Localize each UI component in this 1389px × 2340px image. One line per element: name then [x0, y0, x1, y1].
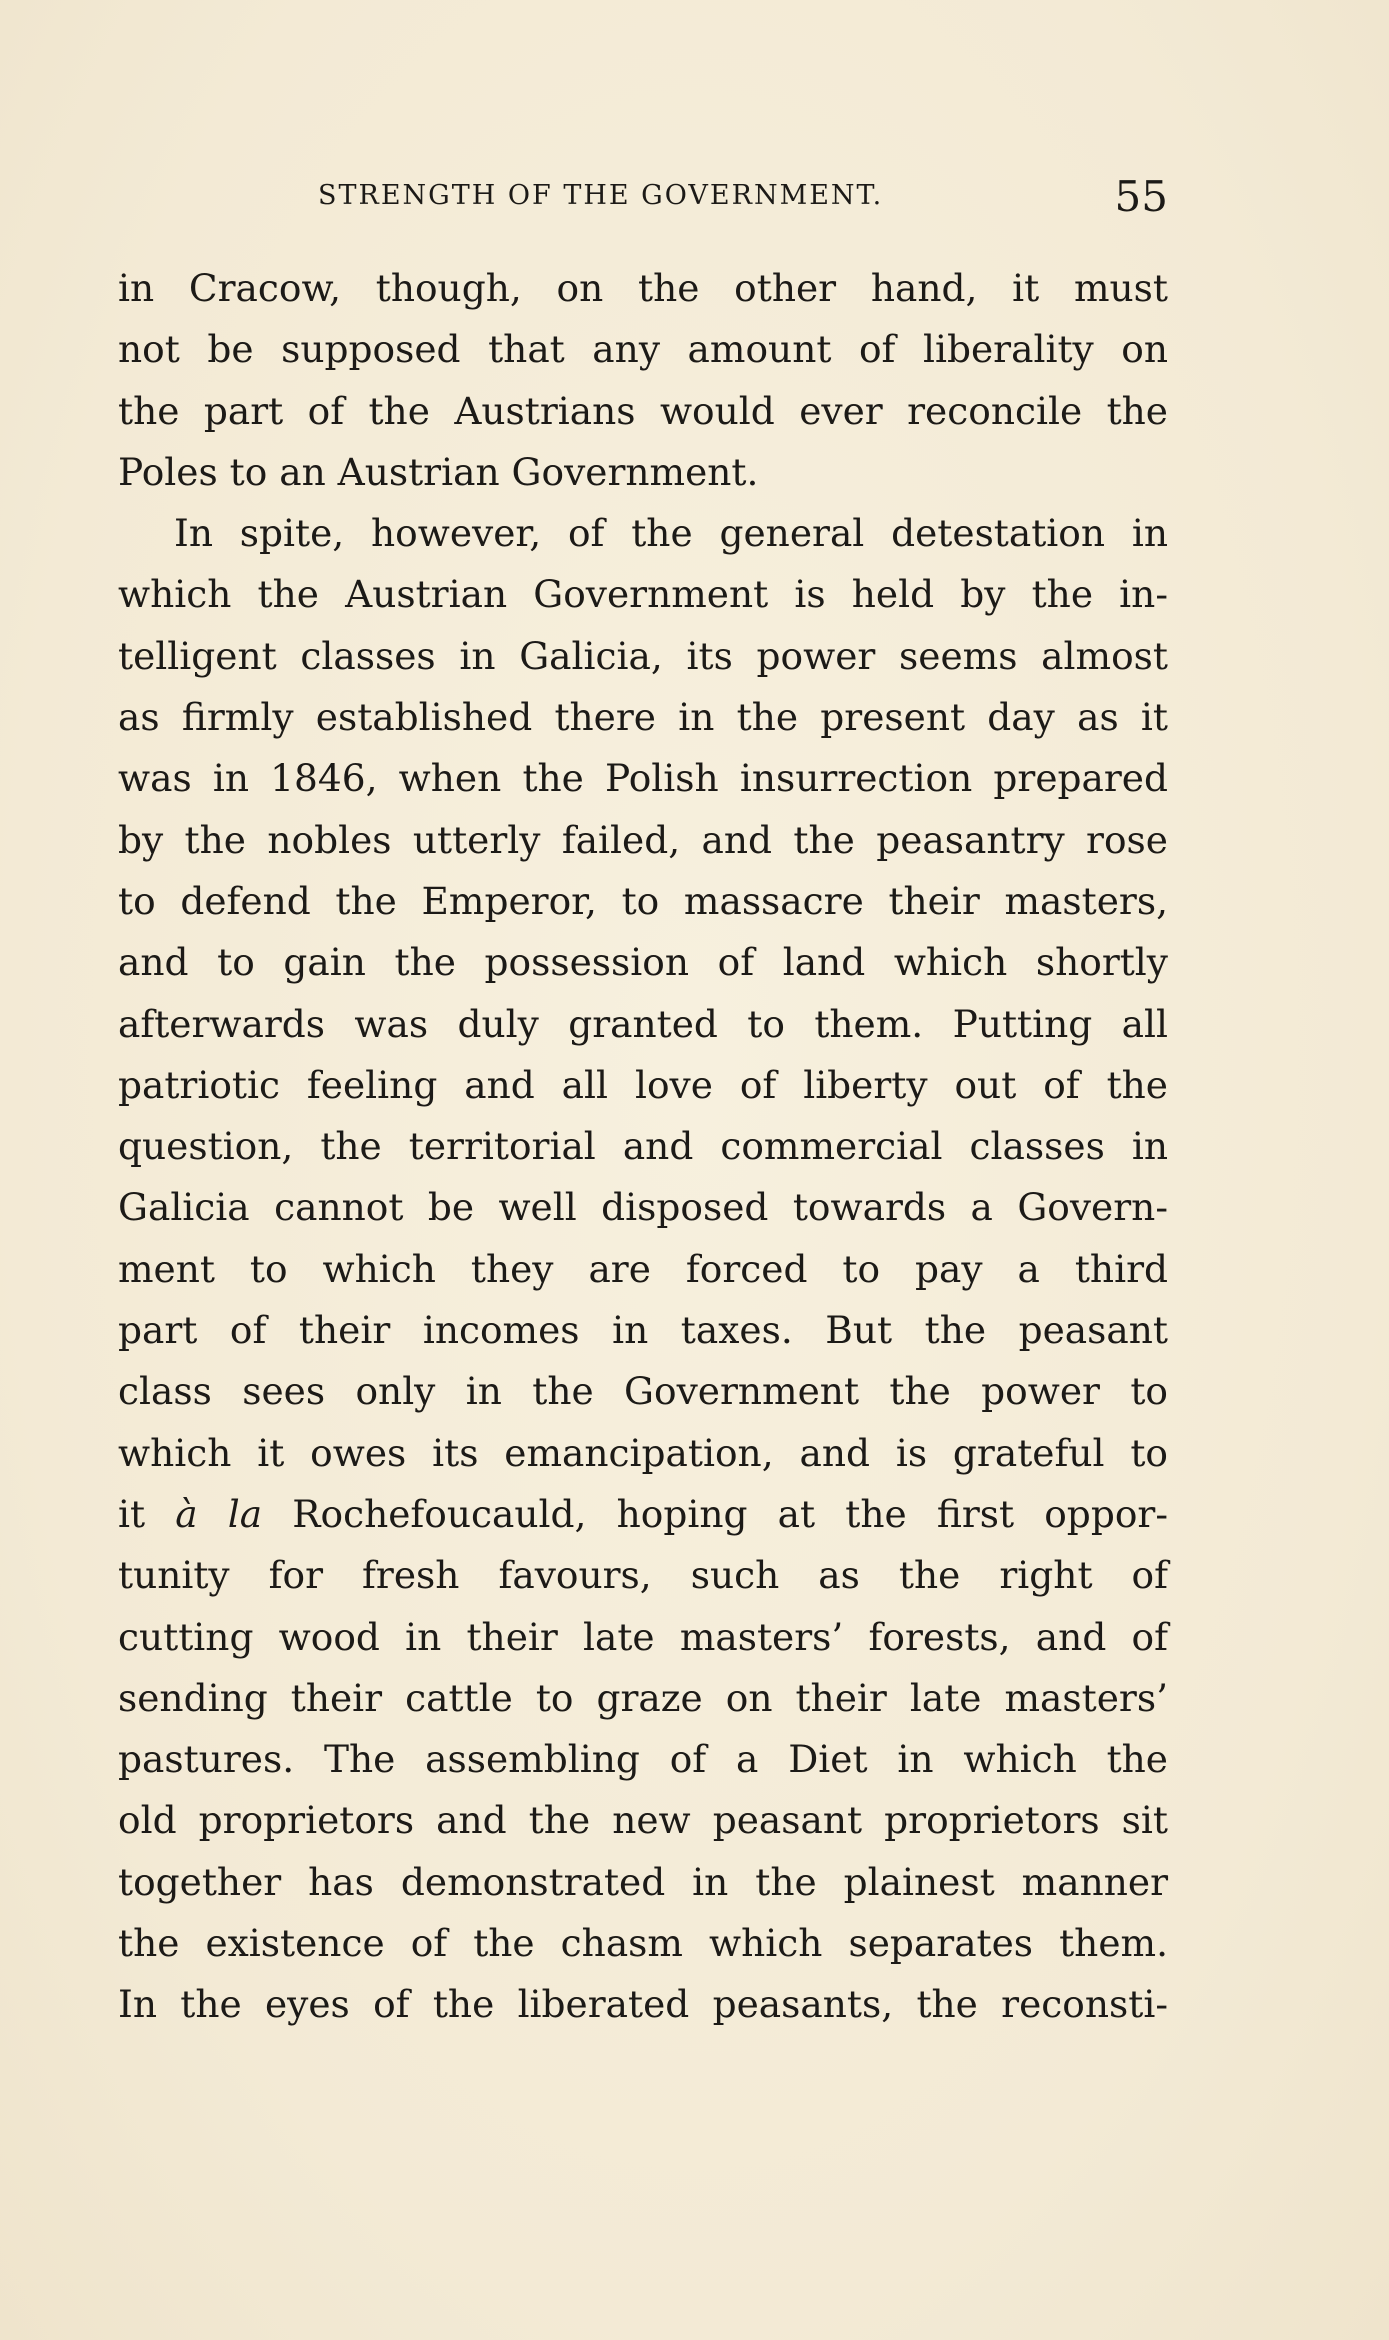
text-segment: it — [118, 1491, 176, 1536]
text-line: Poles to an Austrian Government. — [118, 449, 759, 494]
text-line: pastures. The assembling of a Diet in which the — [118, 1737, 1168, 1782]
text-line: and to gain the possession of land which shortly — [118, 940, 1168, 985]
text-line: old proprietors and the new peasant proprietors sit — [118, 1798, 1168, 1843]
text-line: was in 1846, when the Polish insurrection prepared — [118, 756, 1168, 801]
text-line: tunity for fresh favours, such as the right of — [118, 1553, 1168, 1598]
text-line: afterwards was duly granted to them. Putting all — [118, 1001, 1168, 1046]
text-line: not be supposed that any amount of liberality on — [118, 327, 1168, 372]
text-line: Galicia cannot be well disposed towards a Govern- — [118, 1185, 1168, 1230]
running-head — [118, 172, 1168, 232]
text-line: class sees only in the Government the power to — [118, 1369, 1168, 1414]
text-line: cutting wood in their late masters’ forests, and of — [118, 1614, 1168, 1659]
text-line: ment to which they are forced to pay a third — [118, 1246, 1168, 1291]
text-line: in Cracow, though, on the other hand, it must — [118, 266, 1168, 310]
text-line: to defend the Emperor, to massacre their masters, — [118, 878, 1168, 923]
text-line: which the Austrian Government is held by the in- — [118, 572, 1168, 617]
text-line: part of their incomes in taxes. But the peasant — [118, 1308, 1168, 1353]
text-line: question, the territorial and commercial classes in — [118, 1124, 1168, 1169]
page-number: 55 — [1114, 172, 1168, 221]
text-line — [118, 1484, 1168, 1545]
text-line: In the eyes of the liberated peasants, the reconsti- — [118, 1982, 1168, 2027]
running-title: STRENGTH OF THE GOVERNMENT. — [318, 180, 884, 211]
text-line: as firmly established there in the present day as it — [118, 695, 1168, 740]
text-line: In spite, however, of the general detestation in — [174, 511, 1168, 556]
text-line: telligent classes in Galicia, its power seems almost — [118, 633, 1168, 678]
text-line: patriotic feeling and all love of liberty out of the — [118, 1062, 1168, 1107]
text-line: which it owes its emancipation, and is grateful to — [118, 1430, 1168, 1475]
text-line: the part of the Austrians would ever reconcile the — [118, 388, 1168, 433]
text-line: by the nobles utterly failed, and the peasantry rose — [118, 817, 1168, 862]
text-line: sending their cattle to graze on their late masters’ — [118, 1675, 1168, 1720]
text-line: together has demonstrated in the plainest manner — [118, 1859, 1168, 1904]
body-text — [118, 258, 1168, 2036]
italic-phrase: à la — [175, 1491, 263, 1536]
text-line: the existence of the chasm which separates them. — [118, 1921, 1168, 1966]
text-segment: Rochefoucauld, hoping at the first oppor- — [262, 1491, 1168, 1536]
